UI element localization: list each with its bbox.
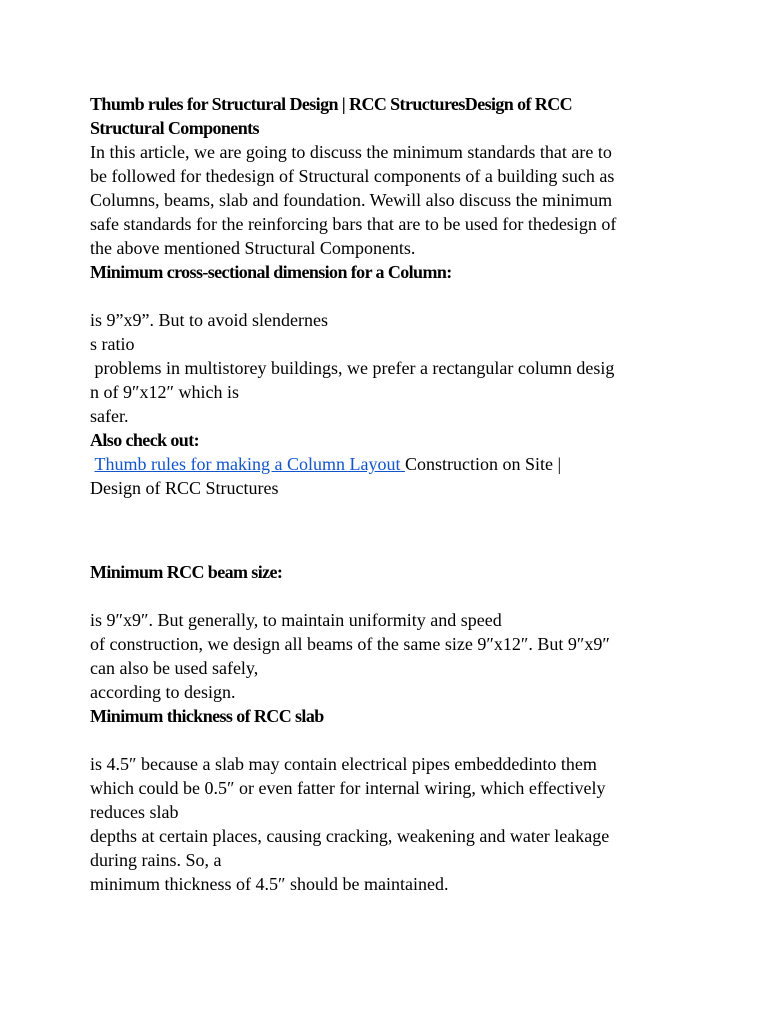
slab-section-body <box>90 752 690 896</box>
beam-line: is 9″x9″. But generally, to maintain uniformity and speed <box>90 610 502 630</box>
beam-line: according to design. <box>90 682 236 702</box>
also-check-body <box>90 452 690 500</box>
also-check-line-1 <box>90 452 690 476</box>
column-line: s ratio <box>90 334 135 354</box>
also-check-heading: Also check out: <box>90 430 199 450</box>
intro-line: Columns, beams, slab and foundation. Wewill also discuss the minimum <box>90 190 613 210</box>
document-title <box>90 92 690 140</box>
beam-line: can also be used safely, <box>90 658 259 678</box>
slab-line: minimum thickness of 4.5″ should be maintained. <box>90 874 449 894</box>
slab-line: is 4.5″ because a slab may contain electrical pipes embeddedinto them <box>90 754 597 774</box>
column-layout-link[interactable]: Thumb rules for making a Column Layout <box>94 454 405 474</box>
beam-line: of construction, we design all beams of the same size 9″x12″. But 9″x9″ <box>90 634 610 654</box>
slab-line: depths at certain places, causing cracking, weakening and water leakage <box>90 826 610 846</box>
spacer <box>90 284 690 308</box>
slab-line: which could be 0.5″ or even fatter for internal wiring, which effectively <box>90 778 606 798</box>
intro-line: In this article, we are going to discuss the minimum standards that are to <box>90 142 612 162</box>
title-line-2: Structural Components <box>90 118 259 138</box>
spacer <box>90 584 690 608</box>
title-line-1: Thumb rules for Structural Design | RCC StructuresDesign of RCC <box>90 94 572 114</box>
beam-section-heading: Minimum RCC beam size: <box>90 562 283 582</box>
slab-line: reduces slab <box>90 802 179 822</box>
intro-line: the above mentioned Structural Components. <box>90 238 416 258</box>
column-section-body <box>90 308 690 428</box>
also-check-line-2: Design of RCC Structures <box>90 478 279 498</box>
column-section-heading: Minimum cross-sectional dimension for a Column: <box>90 262 452 282</box>
slab-line: during rains. So, a <box>90 850 222 870</box>
document-page <box>90 92 690 896</box>
spacer <box>90 500 690 560</box>
spacer <box>90 728 690 752</box>
column-line: safer. <box>90 406 129 426</box>
intro-paragraph <box>90 140 690 260</box>
column-line: problems in multistorey buildings, we prefer a rectangular column desig <box>90 358 615 378</box>
also-check-after-link: Construction on Site | <box>404 454 562 474</box>
intro-line: safe standards for the reinforcing bars that are to be used for thedesign of <box>90 214 617 234</box>
intro-line: be followed for thedesign of Structural components of a building such as <box>90 166 615 186</box>
column-line: n of 9″x12″ which is <box>90 382 239 402</box>
slab-section-heading: Minimum thickness of RCC slab <box>90 706 324 726</box>
column-line: is 9”x9”. But to avoid slendernes <box>90 310 328 330</box>
beam-section-body <box>90 608 690 704</box>
